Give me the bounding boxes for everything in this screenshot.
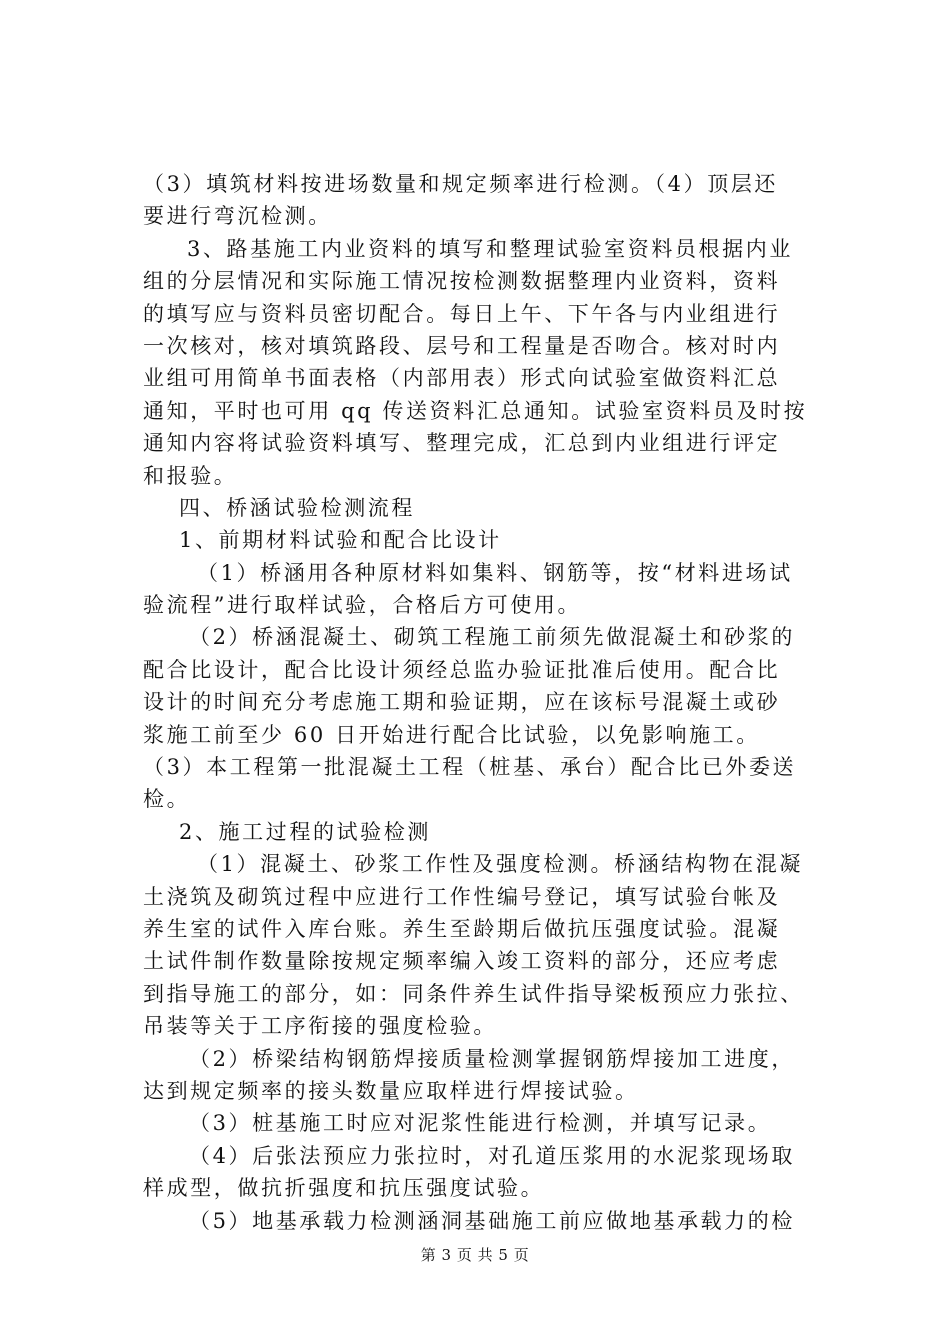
text-line: 样成型，做抗折强度和抗压强度试验。 bbox=[143, 1176, 545, 1201]
text-line: （3）本工程第一批混凝土工程（桩基、承台）配合比已外委送 bbox=[143, 755, 797, 780]
text-line: 土浇筑及砌筑过程中应进行工作性编号登记，填写试验台帐及 bbox=[143, 884, 781, 909]
text-line: 组的分层情况和实际施工情况按检测数据整理内业资料，资料 bbox=[143, 269, 781, 294]
text-line: 养生室的试件入库台账。养生至龄期后做抗压强度试验。混凝 bbox=[143, 916, 781, 941]
text-line: （4）后张法预应力张拉时，对孔道压浆用的水泥浆现场取 bbox=[189, 1143, 795, 1168]
text-line: 要进行弯沉检测。 bbox=[143, 204, 332, 229]
text-line: （2）桥梁结构钢筋焊接质量检测掌握钢筋焊接加工进度， bbox=[189, 1046, 795, 1071]
text-line: 一次核对，核对填筑路段、层号和工程量是否吻合。核对时内 bbox=[143, 333, 781, 358]
text-line: 的填写应与资料员密切配合。每日上午、下午各与内业组进行 bbox=[143, 301, 781, 326]
text-line: 和报验。 bbox=[143, 463, 238, 488]
text-line: （3）桩基施工时应对泥浆性能进行检测，并填写记录。 bbox=[189, 1111, 772, 1136]
text-line: 吊装等关于工序衔接的强度检验。 bbox=[143, 1014, 497, 1039]
document-body bbox=[143, 168, 833, 1237]
text-line: 检。 bbox=[143, 787, 191, 812]
text-line: 土试件制作数量除按规定频率编入竣工资料的部分，还应考虑 bbox=[143, 949, 781, 974]
text-line: （1）桥涵用各种原材料如集料、钢筋等，按“材料进场试 bbox=[197, 560, 793, 585]
text-line: （2）桥涵混凝土、砌筑工程施工前须先做混凝土和砂浆的 bbox=[189, 625, 795, 650]
text-line: 配合比设计，配合比设计须经总监办验证批准后使用。配合比 bbox=[143, 657, 781, 682]
text-line: 业组可用简单书面表格（内部用表）形式向试验室做资料汇总 bbox=[143, 366, 781, 391]
text-line: 验流程”进行取样试验，合格后方可使用。 bbox=[143, 593, 582, 618]
text-line: 浆施工前至少 60 日开始进行配合比试验，以免影响施工。 bbox=[143, 722, 760, 747]
text-line: 3、路基施工内业资料的填写和整理试验室资料员根据内业 bbox=[187, 236, 793, 261]
text-line: 通知内容将试验资料填写、整理完成，汇总到内业组进行评定 bbox=[143, 431, 781, 456]
text-line: （3）填筑材料按进场数量和规定频率进行检测。（4）顶层还 bbox=[143, 172, 779, 196]
text-line: （5）地基承载力检测涵洞基础施工前应做地基承载力的检 bbox=[189, 1208, 795, 1233]
section-heading: 四、桥涵试验检测流程 bbox=[179, 495, 415, 520]
subsection-heading: 2、施工过程的试验检测 bbox=[179, 819, 431, 844]
subsection-heading: 1、前期材料试验和配合比设计 bbox=[179, 528, 502, 553]
text-line: 达到规定频率的接头数量应取样进行焊接试验。 bbox=[143, 1078, 639, 1103]
text-line: 设计的时间充分考虑施工期和验证期，应在该标号混凝土或砂 bbox=[143, 690, 781, 715]
text-line: 到指导施工的部分，如：同条件养生试件指导梁板预应力张拉、 bbox=[143, 981, 804, 1006]
text-line: 通知，平时也可用 qq 传送资料汇总通知。试验室资料员及时按 bbox=[143, 398, 808, 423]
text-line: （1）混凝土、砂浆工作性及强度检测。桥涵结构物在混凝 bbox=[197, 852, 803, 877]
page-number-footer: 第 3 页 共 5 页 bbox=[420, 1246, 530, 1264]
